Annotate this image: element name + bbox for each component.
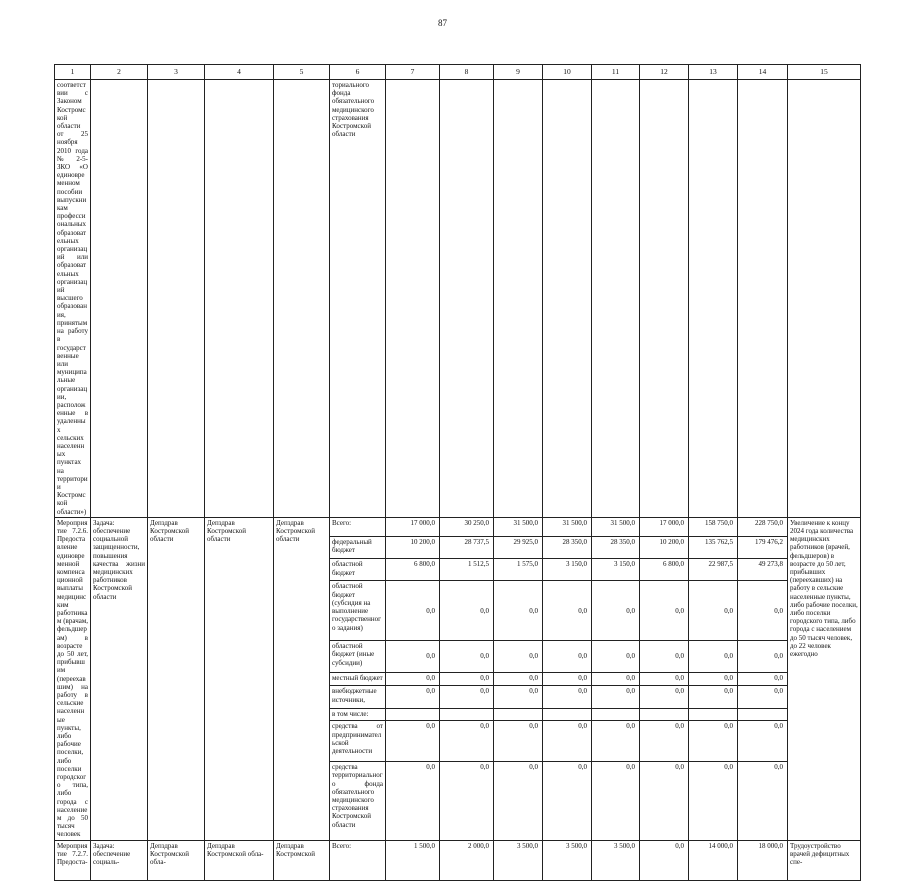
m726-value: 28 350,0 xyxy=(592,537,640,559)
m726-value: 0,0 xyxy=(640,672,689,686)
m726-source-label: областной бюджет (субсидия на выполнение государственного задания) xyxy=(330,581,386,641)
col-header-3: 3 xyxy=(148,65,205,80)
m726-value: 3 150,0 xyxy=(543,559,592,581)
m726-value: 10 200,0 xyxy=(640,537,689,559)
m727-source-label: Всего: xyxy=(330,840,386,880)
m726-value: 0,0 xyxy=(738,581,788,641)
m726-value: 228 750,0 xyxy=(738,517,788,536)
continuation-funding-source: ториального фонда обязательного медицинского страхования Костромской области xyxy=(330,80,386,518)
m727-value: 2 000,0 xyxy=(440,840,494,880)
m726-source-label: в том числе: xyxy=(330,708,386,721)
m726-value: 0,0 xyxy=(592,686,640,708)
col-header-13: 13 xyxy=(689,65,738,80)
m726-value: 0,0 xyxy=(689,581,738,641)
m726-value: 0,0 xyxy=(543,672,592,686)
m726-value: 0,0 xyxy=(689,762,738,840)
m726-value: 1 575,0 xyxy=(494,559,543,581)
m726-value: 0,0 xyxy=(494,641,543,673)
m726-value: 17 000,0 xyxy=(386,517,440,536)
col-header-11: 11 xyxy=(592,65,640,80)
m726-source-label: областной бюджет xyxy=(330,559,386,581)
continuation-description: соответствии с Законом Костромской области от 25 ноября 2010 года № 2-5-ЗКО «О единовременном пособии выпускникам профессиональных образовательных организаций или образовательных организаций высшего образования, принятым на работу в государственные или муниципальные организации, расположенные в удаленных сельских населенных пунктах на территории Костромской области») xyxy=(55,80,91,518)
m726-value: 0,0 xyxy=(440,672,494,686)
m727-event-title: Мероприятие 7.2.7. Предоста- xyxy=(55,840,91,880)
m726-value: 0,0 xyxy=(440,762,494,840)
m727-value: 3 500,0 xyxy=(543,840,592,880)
m726-value: 0,0 xyxy=(494,762,543,840)
m726-value: 0,0 xyxy=(543,762,592,840)
col-header-7: 7 xyxy=(386,65,440,80)
col-header-12: 12 xyxy=(640,65,689,80)
m726-value: 0,0 xyxy=(386,641,440,673)
m727-row-0 xyxy=(55,840,861,880)
m726-value: 0,0 xyxy=(386,581,440,641)
m726-source-label: средства территориального фонда обязательного медицинского страхования Костромской области xyxy=(330,762,386,840)
col-header-14: 14 xyxy=(738,65,788,80)
m726-value: 0,0 xyxy=(592,641,640,673)
m726-value: 6 800,0 xyxy=(640,559,689,581)
col-header-8: 8 xyxy=(440,65,494,80)
column-number-row xyxy=(55,65,861,80)
m726-source-label: местный бюджет xyxy=(330,672,386,686)
m726-value: 0,0 xyxy=(494,672,543,686)
m726-expected-result: Увеличение к концу 2024 года количества медицинских работников (врачей, фельдшеров) в возрасте до 50 лет, прибывших (переехавших) на работу в сельские населенные пункты, либо рабочие поселки, либо поселки городского типа, либо города с населением до 50 тысяч человек, до 22 человек ежегодно xyxy=(788,517,861,840)
m726-coexecutor: Депздрав Костромской области xyxy=(274,517,330,840)
m727-executor: Депздрав Костромской обла- xyxy=(148,840,205,880)
m726-value: 158 750,0 xyxy=(689,517,738,536)
m726-value: 0,0 xyxy=(386,721,440,762)
m726-value: 30 250,0 xyxy=(440,517,494,536)
m726-value: 0,0 xyxy=(440,581,494,641)
m726-value: 0,0 xyxy=(738,641,788,673)
m726-value: 0,0 xyxy=(640,721,689,762)
m726-source-label: внебюджетные источники, xyxy=(330,686,386,708)
m726-source-label: средства от предпринимательской деятельности xyxy=(330,721,386,762)
m726-event-title: Мероприятие 7.2.6. Предоставление единовременной компенсационной выплаты медицинским работникам (врачам, фельдшерам) в возрасте до 50 лет, прибывшим (переехавшим) на работу в сельские населенные пункты, либо рабочие поселки, либо поселки городского типа, либо города с населением до 50 тысяч человек xyxy=(55,517,91,840)
m726-value: 0,0 xyxy=(386,672,440,686)
m726-value: 0,0 xyxy=(494,686,543,708)
m726-value: 0,0 xyxy=(592,762,640,840)
continuation-row xyxy=(55,80,861,518)
m726-task: Задача: обеспечение социальной защищенности, повышения качества жизни медицинских работников Костромской области xyxy=(91,517,148,840)
page-number: 87 xyxy=(438,18,447,28)
m726-value: 0,0 xyxy=(738,721,788,762)
m726-value: 0,0 xyxy=(386,686,440,708)
m726-value: 0,0 xyxy=(386,762,440,840)
m726-value: 28 737,5 xyxy=(440,537,494,559)
m726-executor: Депздрав Костромской области xyxy=(148,517,205,840)
m726-value: 0,0 xyxy=(592,672,640,686)
m726-value: 49 273,8 xyxy=(738,559,788,581)
col-header-10: 10 xyxy=(543,65,592,80)
m726-value: 0,0 xyxy=(543,686,592,708)
m726-value: 0,0 xyxy=(592,581,640,641)
budget-table-sheet xyxy=(54,64,860,867)
m726-source-label: федеральный бюджет xyxy=(330,537,386,559)
budget-table xyxy=(54,64,861,881)
m727-task: Задача: обеспечение социаль- xyxy=(91,840,148,880)
m726-value: 0,0 xyxy=(543,721,592,762)
m726-value: 31 500,0 xyxy=(592,517,640,536)
m726-value: 0,0 xyxy=(440,641,494,673)
m726-source-label: областной бюджет (иные субсидии) xyxy=(330,641,386,673)
m726-responsible: Депздрав Костромской области xyxy=(205,517,274,840)
m726-value: 0,0 xyxy=(440,686,494,708)
m726-value: 0,0 xyxy=(738,762,788,840)
m726-value: 0,0 xyxy=(640,581,689,641)
m726-value: 0,0 xyxy=(738,672,788,686)
m727-value: 14 000,0 xyxy=(689,840,738,880)
m726-value: 31 500,0 xyxy=(494,517,543,536)
m726-value: 0,0 xyxy=(689,672,738,686)
m726-value: 6 800,0 xyxy=(386,559,440,581)
m727-expected-result: Трудоустройство врачей дефицитных спе- xyxy=(788,840,861,880)
m726-value: 0,0 xyxy=(494,721,543,762)
col-header-15: 15 xyxy=(788,65,861,80)
m726-value: 0,0 xyxy=(689,721,738,762)
m726-value: 0,0 xyxy=(689,686,738,708)
m726-value: 0,0 xyxy=(440,721,494,762)
m726-row-0 xyxy=(55,517,861,536)
m726-value: 0,0 xyxy=(543,641,592,673)
m726-value: 17 000,0 xyxy=(640,517,689,536)
col-header-5: 5 xyxy=(274,65,330,80)
m727-coexecutor: Депздрав Костромской xyxy=(274,840,330,880)
m726-value: 0,0 xyxy=(494,581,543,641)
m726-value: 10 200,0 xyxy=(386,537,440,559)
col-header-2: 2 xyxy=(91,65,148,80)
m727-value: 1 500,0 xyxy=(386,840,440,880)
m726-value: 28 350,0 xyxy=(543,537,592,559)
m726-value: 1 512,5 xyxy=(440,559,494,581)
m726-value: 0,0 xyxy=(640,641,689,673)
m726-value: 0,0 xyxy=(543,581,592,641)
m726-value: 135 762,5 xyxy=(689,537,738,559)
m726-value: 3 150,0 xyxy=(592,559,640,581)
m726-value: 22 987,5 xyxy=(689,559,738,581)
m727-value: 3 500,0 xyxy=(494,840,543,880)
m726-value: 0,0 xyxy=(689,641,738,673)
m726-value: 29 925,0 xyxy=(494,537,543,559)
m727-value: 18 000,0 xyxy=(738,840,788,880)
m727-value: 3 500,0 xyxy=(592,840,640,880)
m726-value: 0,0 xyxy=(738,686,788,708)
m726-value: 0,0 xyxy=(640,762,689,840)
m726-value: 0,0 xyxy=(640,686,689,708)
m726-source-label: Всего: xyxy=(330,517,386,536)
m727-value: 0,0 xyxy=(640,840,689,880)
col-header-9: 9 xyxy=(494,65,543,80)
col-header-6: 6 xyxy=(330,65,386,80)
m727-responsible: Депздрав Костромской обла- xyxy=(205,840,274,880)
m726-value: 0,0 xyxy=(592,721,640,762)
m726-value: 179 476,2 xyxy=(738,537,788,559)
col-header-1: 1 xyxy=(55,65,91,80)
col-header-4: 4 xyxy=(205,65,274,80)
m726-value: 31 500,0 xyxy=(543,517,592,536)
